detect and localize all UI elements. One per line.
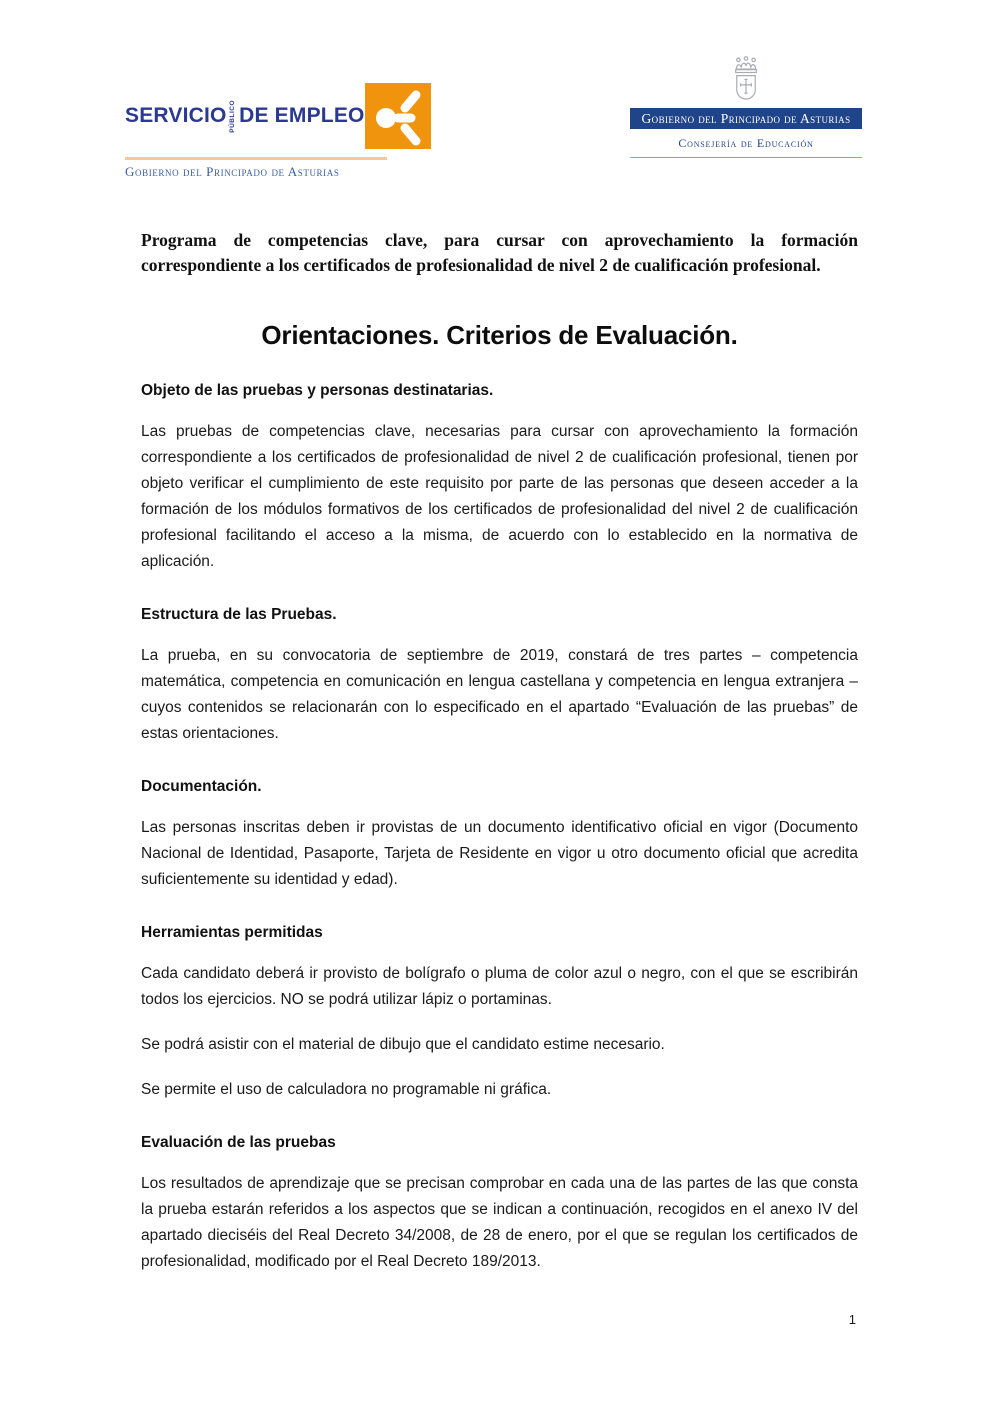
asturias-coat-of-arms-icon [722,55,770,105]
page-title: Orientaciones. Criterios de Evaluación. [261,320,738,350]
document-section [141,924,858,1103]
page-number: 1 [848,1312,856,1327]
section-heading: Evaluación de las pruebas [141,1134,336,1151]
document-section [141,1134,858,1275]
sepe-wordmark [125,100,365,133]
asturias-gov-logo [630,55,862,158]
section-heading: Objeto de las pruebas y personas destinatarias. [141,382,494,399]
sepe-orange-rule [125,157,387,160]
section-heading: Estructura de las Pruebas. [141,606,337,623]
sepe-word-publico: PÚBLICO [228,99,236,133]
sepe-subtitle: Gobierno del Principado de Asturias [125,164,340,179]
section-heading: Documentación. [141,778,262,795]
sepe-word-de-empleo: DE EMPLEO [239,104,365,127]
section-paragraph: Cada candidato deberá ir provisto de bolígrafo o pluma de color azul o negro, con el que se escribirán todos los ejercicios. NO se podrá utilizar lápiz o portaminas. [141,965,858,1008]
section-paragraph: Se permite el uso de calculadora no programable ni gráfica. [141,1081,552,1098]
document-section [141,778,858,893]
gov-bar: Gobierno del Principado de Asturias [630,108,862,129]
section-paragraph: Las pruebas de competencias clave, necesarias para cursar con aprovechamiento la formación correspondiente a los certificados de profesionalidad de nivel 2 de cualificación profesional, tienen por objeto verificar el cumplimiento de este requisito por parte de las personas que deseen acceder a la formación de los módulos formativos de los certificados de profesionalidad del nivel 2 de cualificación profesional facilitando el acceso a la misma, de acuerdo con lo establecido en la normativa de aplicación. [141,423,858,570]
section-paragraph: Los resultados de aprendizaje que se precisan comprobar en cada una de las partes de las que consta la prueba estarán referidos a los aspectos que se indican a continuación, recogidos en el anexo IV del apartado dieciséis del Real Decreto 34/2008, de 28 de enero, por el que se regulan los certificados de profesionalidad, modificado por el Real Decreto 189/2013. [141,1175,858,1270]
section-paragraph: Las personas inscritas deben ir provistas de un documento identificativo oficial en vigor (Documento Nacional de Identidad, Pasaporte, Tarjeta de Residente en vigor u otro documento oficial que acredita suficientemente su identidad y edad). [141,819,858,888]
gov-rule [630,157,862,158]
sepe-person-icon [365,83,431,149]
document-section [141,382,858,575]
gov-subtitle: Consejería de Educación [678,136,814,150]
section-paragraph: La prueba, en su convocatoria de septiembre de 2019, constará de tres partes – competencia matemática, competencia en comunicación en lengua castellana y competencia en lengua extranjera – cuyos contenidos se relacionarán con lo especificado en el apartado “Evaluación de las pruebas” de estas orientaciones. [141,647,858,742]
sepe-word-servicio: SERVICIO [125,104,227,127]
section-paragraph: Se podrá asistir con el material de dibujo que el candidato estime necesario. [141,1036,665,1053]
intro-paragraph: Programa de competencias clave, para cursar con aprovechamiento la formación correspondiente a los certificados de profesionalidad de nivel 2 de cualificación profesional. [141,230,858,275]
document-section [141,606,858,747]
section-heading: Herramientas permitidas [141,924,323,941]
document-content [141,228,858,1275]
sepe-logo [125,83,387,180]
sections-container [141,382,858,1275]
